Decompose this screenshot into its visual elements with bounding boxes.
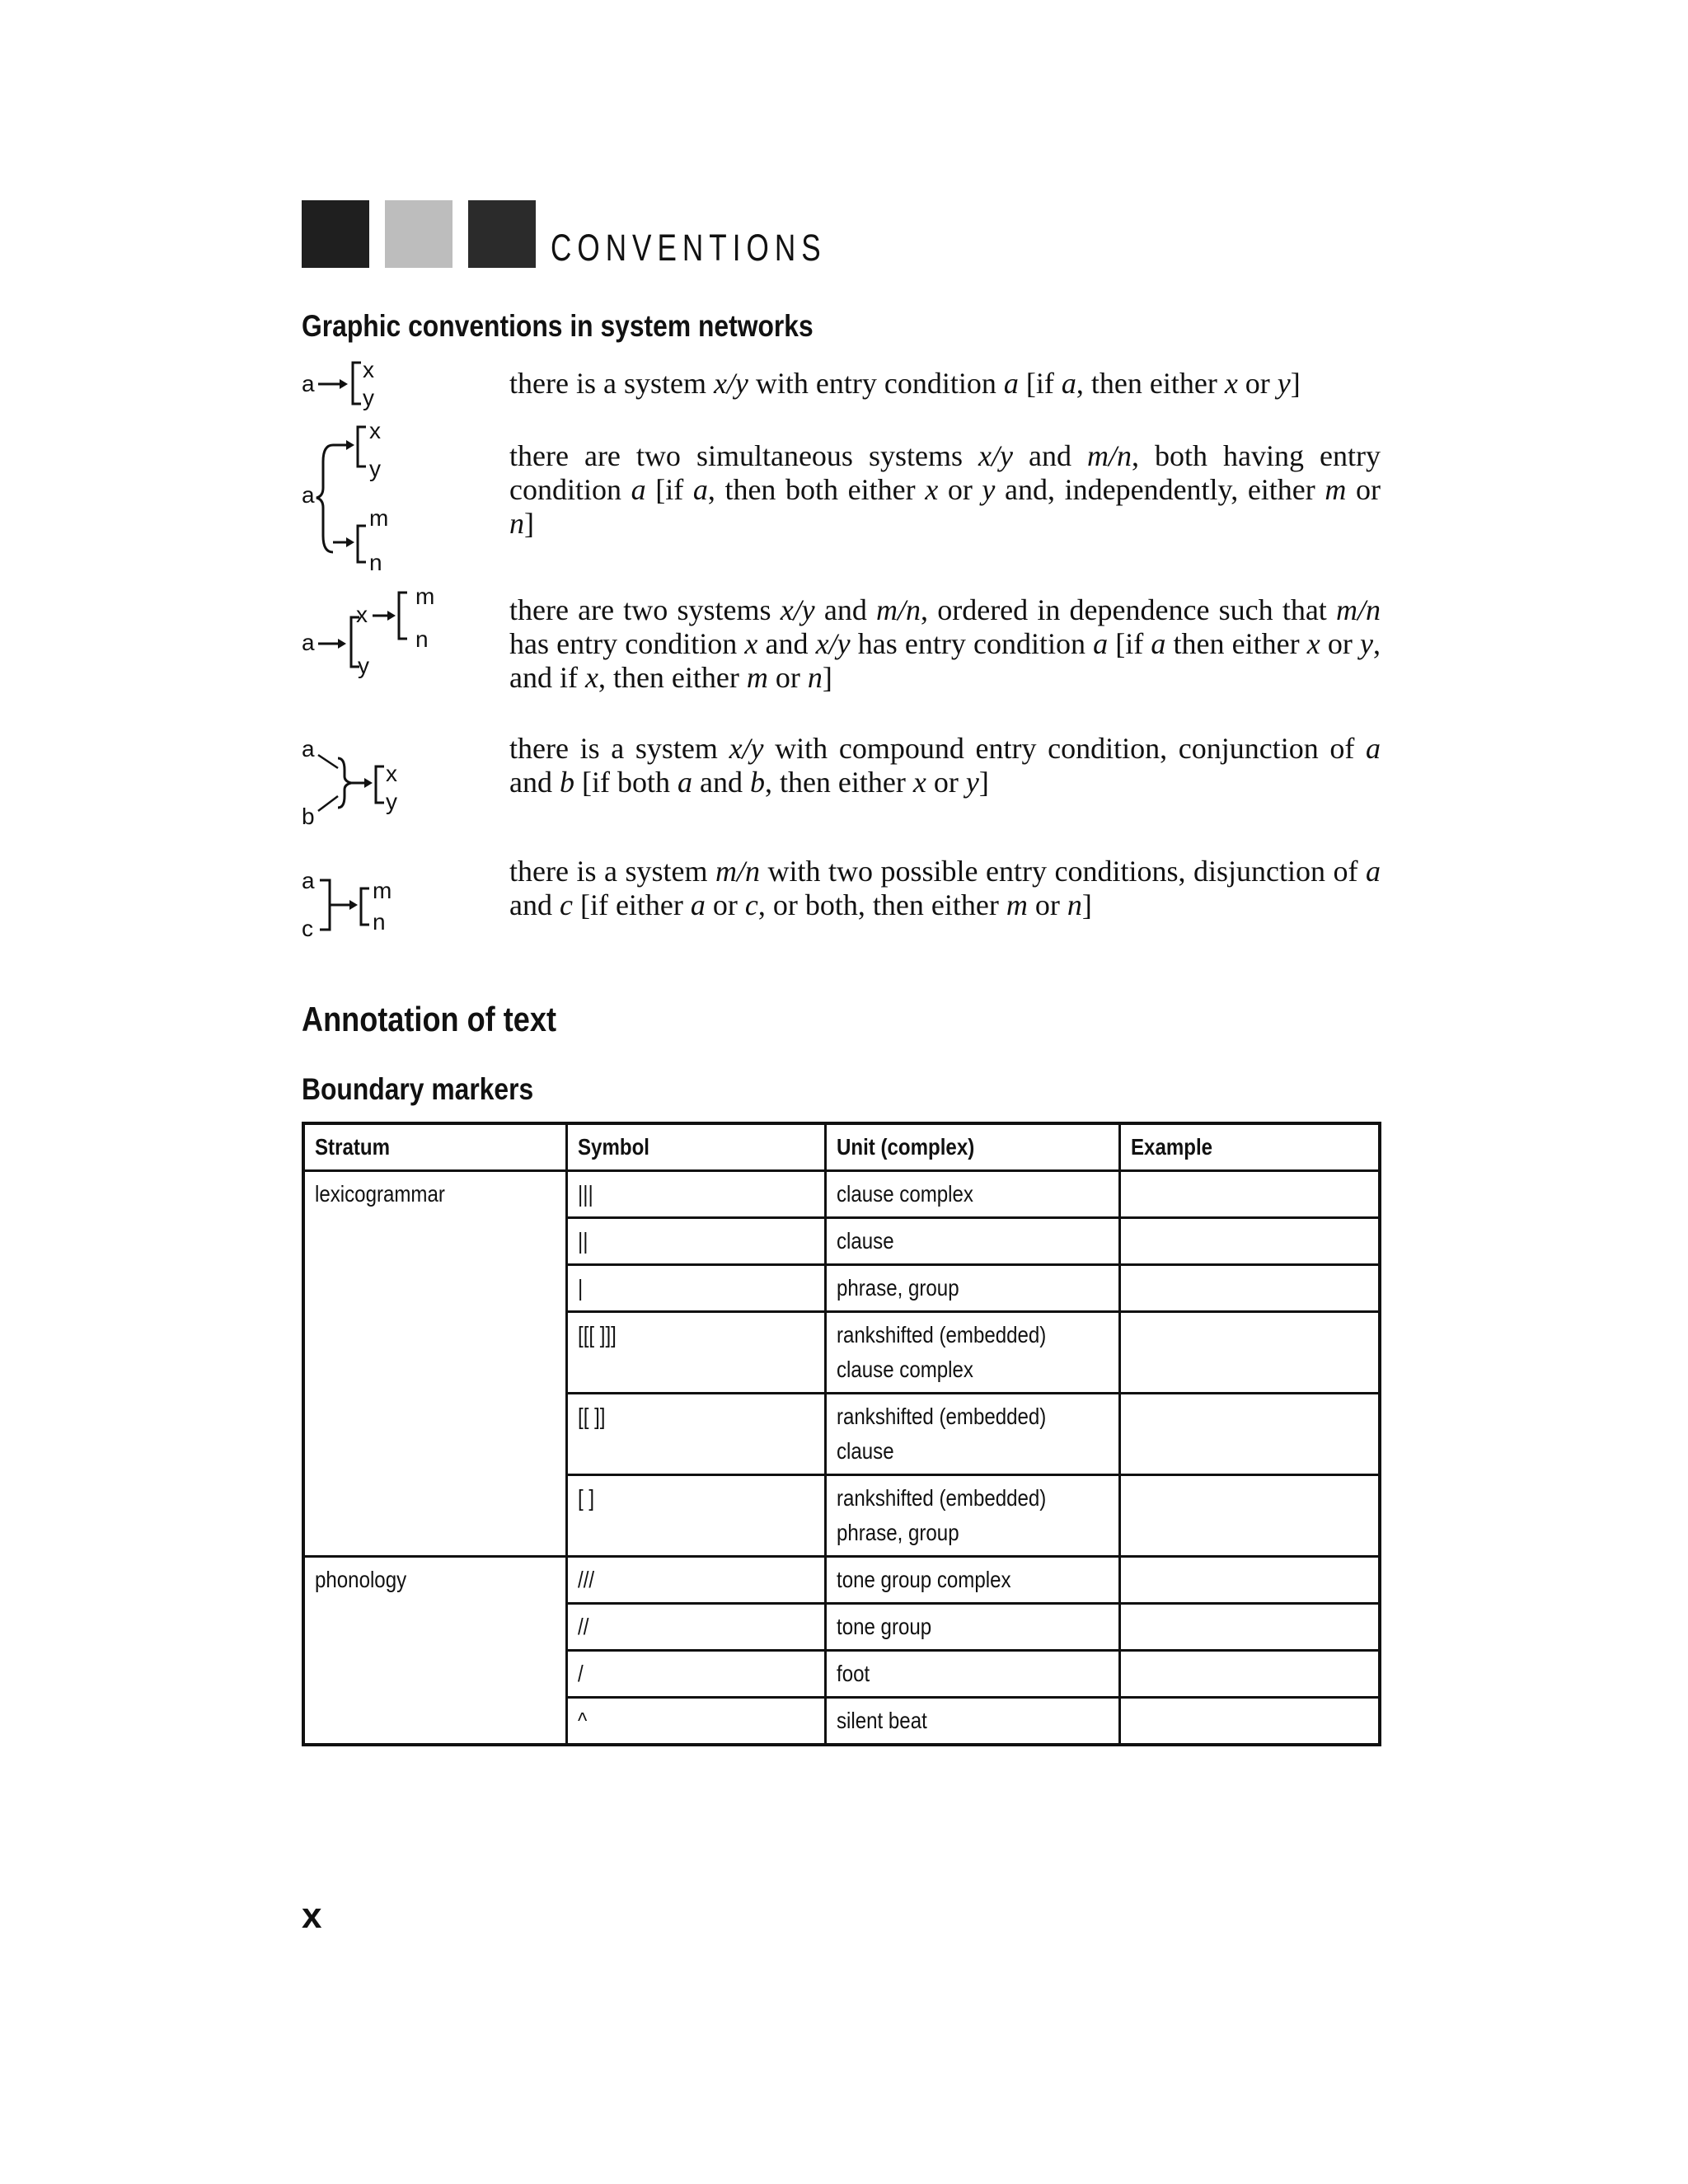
example-cell	[1120, 1475, 1380, 1557]
example-cell	[1120, 1651, 1380, 1698]
symbol-cell: ///	[566, 1557, 825, 1604]
chapter-title: CONVENTIONS	[551, 227, 827, 269]
symbol-cell: ||	[566, 1218, 825, 1265]
label-m: m	[415, 583, 435, 609]
header-example: Example	[1120, 1123, 1380, 1171]
network-diagram-dependent-systems	[297, 581, 445, 684]
example-cell	[1120, 1698, 1380, 1746]
example-cell	[1120, 1557, 1380, 1604]
label-a: a	[302, 371, 315, 396]
unit-cell: rankshifted (embedded) clause	[826, 1394, 1120, 1475]
description-dependent-systems: there are two systems x/y and m/n, ordered in dependence such that m/n has entry condition x and x/y has entry condition a [if a then either x or y, and if x, then either m or n]	[509, 593, 1381, 694]
symbol-cell: [[[ ]]]	[566, 1312, 825, 1394]
stratum-cell: phonology	[303, 1557, 566, 1746]
symbol-cell: |||	[566, 1171, 825, 1218]
label-x: x	[369, 420, 381, 443]
example-cell	[1120, 1171, 1380, 1218]
network-diagram-simple-system	[297, 354, 445, 412]
header-square-light	[385, 200, 452, 268]
unit-cell: clause	[826, 1218, 1120, 1265]
label-m: m	[369, 505, 389, 531]
label-c: c	[302, 916, 313, 940]
unit-cell: phrase, group	[826, 1265, 1120, 1312]
example-cell	[1120, 1218, 1380, 1265]
label-x: x	[363, 357, 374, 382]
header-square-dark-2	[468, 200, 536, 268]
subsection-heading-boundary-markers: Boundary markers	[302, 1072, 534, 1106]
label-x: x	[386, 761, 397, 786]
symbol-cell: /	[566, 1651, 825, 1698]
symbol-cell: //	[566, 1604, 825, 1651]
label-m: m	[373, 878, 392, 903]
unit-cell: tone group	[826, 1604, 1120, 1651]
description-disjunction: there is a system m/n with two possible entry conditions, disjunction of a and c [if either a or c, or both, then either m or n]	[509, 855, 1381, 921]
unit-cell: foot	[826, 1651, 1120, 1698]
symbol-cell: [ ]	[566, 1475, 825, 1557]
table-row	[303, 1171, 1380, 1218]
unit-cell: silent beat	[826, 1698, 1120, 1746]
section-heading-annotation: Annotation of text	[302, 1000, 556, 1038]
label-b: b	[302, 804, 315, 829]
unit-cell: rankshifted (embedded) phrase, group	[826, 1475, 1120, 1557]
label-n: n	[369, 550, 382, 575]
label-y: y	[358, 653, 369, 678]
label-x: x	[356, 602, 368, 627]
table-row	[303, 1557, 1380, 1604]
network-diagram-disjunction	[297, 865, 445, 940]
label-a: a	[302, 736, 315, 762]
symbol-cell: |	[566, 1265, 825, 1312]
network-diagram-conjunction	[297, 733, 445, 832]
label-y: y	[363, 385, 374, 410]
section-heading-graphic-conventions: Graphic conventions in system networks	[302, 309, 814, 343]
example-cell	[1120, 1604, 1380, 1651]
boundary-markers-table	[302, 1122, 1381, 1746]
example-cell	[1120, 1312, 1380, 1394]
label-n: n	[415, 626, 429, 652]
unit-cell: rankshifted (embedded) clause complex	[826, 1312, 1120, 1394]
description-simple-system: there is a system x/y with entry condition a [if a, then either x or y]	[509, 367, 1301, 400]
page-number: x	[302, 1896, 322, 1936]
label-n: n	[373, 909, 386, 935]
label-y: y	[369, 456, 381, 481]
label-a: a	[302, 868, 315, 893]
header-stratum: Stratum	[303, 1123, 566, 1171]
label-y: y	[386, 789, 397, 814]
unit-cell: tone group complex	[826, 1557, 1120, 1604]
label-a: a	[302, 630, 315, 655]
table-header-row	[303, 1123, 1380, 1171]
network-diagram-simultaneous-systems	[297, 420, 445, 577]
unit-cell: clause complex	[826, 1171, 1120, 1218]
header-square-dark	[302, 200, 369, 268]
header-symbol: Symbol	[566, 1123, 825, 1171]
stratum-cell: lexicogrammar	[303, 1171, 566, 1557]
description-simultaneous-systems: there are two simultaneous systems x/y and m/n, both having entry condition a [if a, then both either x or y and, independently, either m or n]	[509, 439, 1381, 540]
description-conjunction: there is a system x/y with compound entry condition, conjunction of a and b [if both a and b, then either x or y]	[509, 732, 1381, 799]
example-cell	[1120, 1394, 1380, 1475]
symbol-cell: [[ ]]	[566, 1394, 825, 1475]
label-a: a	[302, 482, 315, 508]
example-cell	[1120, 1265, 1380, 1312]
header-unit: Unit (complex)	[826, 1123, 1120, 1171]
symbol-cell: ^	[566, 1698, 825, 1746]
